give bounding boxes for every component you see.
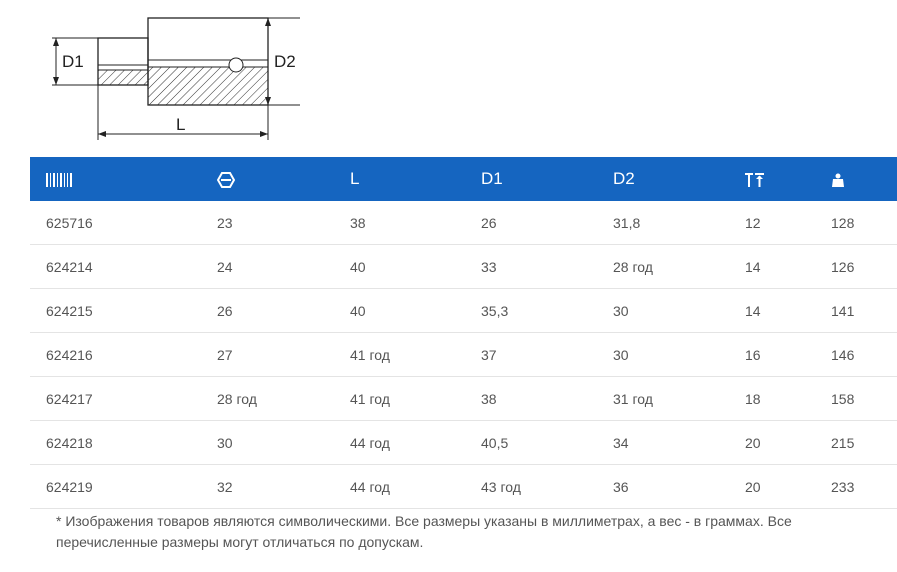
table-cell: 14 [729, 289, 815, 333]
weight-icon [831, 173, 845, 187]
table-cell: 20 [729, 421, 815, 465]
barcode-icon [46, 173, 72, 187]
header-quantity [729, 157, 815, 201]
hex-nut-icon [217, 172, 235, 188]
socket-drawing [40, 10, 320, 150]
table-cell: 31,8 [597, 201, 729, 245]
table-cell: 40,5 [465, 421, 597, 465]
table-cell: 215 [815, 421, 897, 465]
table-cell: 624217 [30, 377, 201, 421]
table-cell: 32 [201, 465, 334, 509]
table-cell: 43 год [465, 465, 597, 509]
l-label: L [176, 115, 186, 134]
table-cell: 41 год [334, 377, 465, 421]
table-cell: 30 [201, 421, 334, 465]
table-row [30, 377, 897, 421]
table-cell: 126 [815, 245, 897, 289]
table-cell: 44 год [334, 421, 465, 465]
spec-table [30, 157, 897, 509]
header-d2: D2 [613, 169, 635, 188]
table-cell: 44 год [334, 465, 465, 509]
table-cell: 40 [334, 289, 465, 333]
table-cell: 28 год [597, 245, 729, 289]
table-cell: 38 [465, 377, 597, 421]
table-cell: 146 [815, 333, 897, 377]
table-cell: 31 год [597, 377, 729, 421]
tt-icon [745, 173, 765, 187]
table-cell: 27 [201, 333, 334, 377]
table-cell: 40 [334, 245, 465, 289]
table-cell: 12 [729, 201, 815, 245]
table-cell: 624214 [30, 245, 201, 289]
table-cell: 233 [815, 465, 897, 509]
header-article [30, 157, 201, 201]
header-length: L [350, 169, 360, 188]
table-row [30, 465, 897, 509]
table-cell: 16 [729, 333, 815, 377]
table-cell: 24 [201, 245, 334, 289]
header-d1: D1 [481, 169, 503, 188]
table-cell: 26 [201, 289, 334, 333]
table-row [30, 201, 897, 245]
table-row [30, 421, 897, 465]
table-cell: 14 [729, 245, 815, 289]
table-cell: 41 год [334, 333, 465, 377]
table-header-row [30, 157, 897, 201]
table-cell: 141 [815, 289, 897, 333]
d1-label: D1 [62, 52, 84, 71]
table-cell: 624219 [30, 465, 201, 509]
table-cell: 625716 [30, 201, 201, 245]
table-cell: 20 [729, 465, 815, 509]
header-weight [815, 157, 897, 201]
table-cell: 23 [201, 201, 334, 245]
table-cell: 128 [815, 201, 897, 245]
table-cell: 30 [597, 289, 729, 333]
table-cell: 28 год [201, 377, 334, 421]
table-cell: 34 [597, 421, 729, 465]
table-cell: 35,3 [465, 289, 597, 333]
table-cell: 26 [465, 201, 597, 245]
footnote: * Изображения товаров являются символическими. Все размеры указаны в миллиметрах, а вес - в граммах. Все перечисленные размеры могут отличаться по допускам. [56, 513, 792, 550]
table-cell: 38 [334, 201, 465, 245]
table-cell: 624218 [30, 421, 201, 465]
table-cell: 33 [465, 245, 597, 289]
d2-label: D2 [274, 52, 296, 71]
table-row [30, 289, 897, 333]
table-cell: 30 [597, 333, 729, 377]
table-cell: 158 [815, 377, 897, 421]
table-cell: 624215 [30, 289, 201, 333]
table-cell: 37 [465, 333, 597, 377]
header-size [201, 157, 334, 201]
table-row [30, 333, 897, 377]
table-row [30, 245, 897, 289]
table-cell: 624216 [30, 333, 201, 377]
table-cell: 36 [597, 465, 729, 509]
table-cell: 18 [729, 377, 815, 421]
